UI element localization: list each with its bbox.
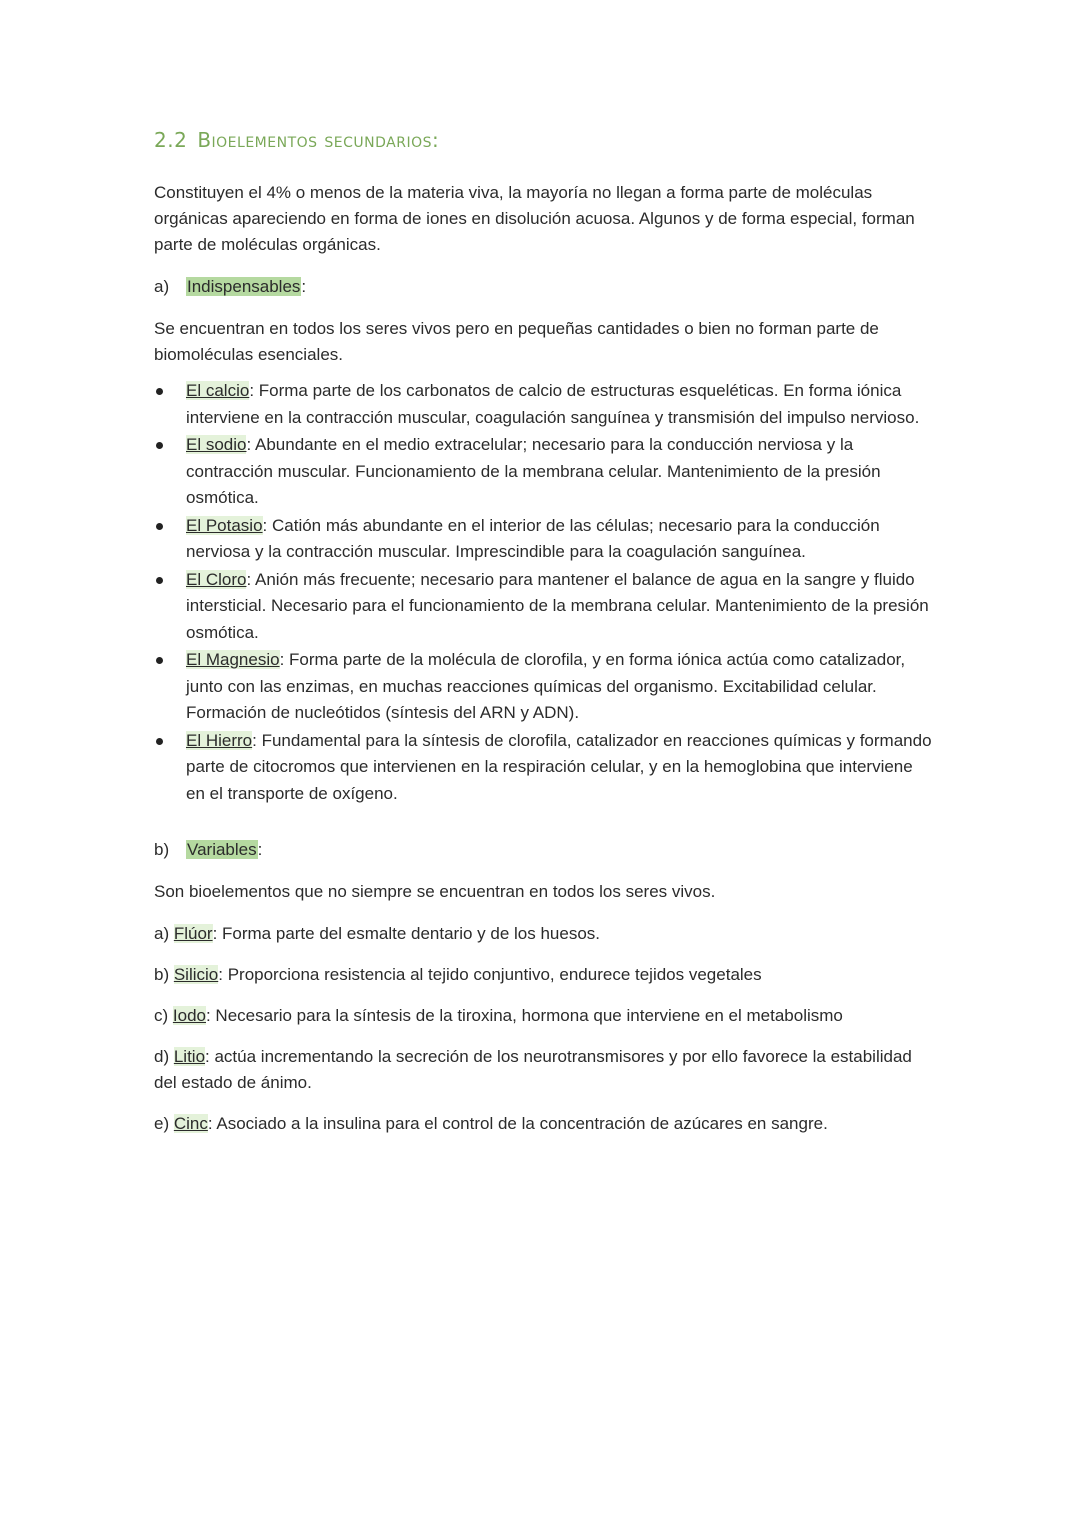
- variable-item-silicio: b) Silicio: Proporciona resistencia al tejido conjuntivo, endurece tejidos vegetales: [154, 965, 762, 984]
- list-item: El Magnesio: Forma parte de la molécula de clorofila, y en forma iónica actúa como catalizador, junto con las enzimas, en muchas reacciones químicas del organismo. Excitabilidad celular. Formación de nucleótidos (síntesis del ARN y ADN).: [154, 647, 934, 727]
- section-a-label: a) Indispensables:: [154, 274, 934, 300]
- bullet-icon: [156, 657, 163, 664]
- bullet-icon: [156, 388, 163, 395]
- section-b-label: b) Variables:: [154, 837, 934, 863]
- variable-item-fluor: a) Flúor: Forma parte del esmalte dentario y de los huesos.: [154, 924, 601, 943]
- term-potasio: El Potasio: [186, 515, 263, 535]
- term-cinc: Cinc: [173, 1114, 208, 1133]
- term-fluor: Flúor: [173, 924, 213, 943]
- heading-number: 2.2: [154, 128, 188, 152]
- term-silicio: Silicio: [173, 965, 219, 984]
- section-heading: [154, 128, 934, 152]
- section-a-letter: a): [154, 277, 170, 296]
- bullet-icon: [156, 738, 163, 745]
- section-b-letter: b): [154, 840, 170, 859]
- list-item: El calcio: Forma parte de los carbonatos de calcio de estructuras esqueléticas. En forma iónica interviene en la contracción muscular, coagulación sanguínea y transmisión del impulso nervioso.: [154, 378, 934, 431]
- indispensables-list: [154, 378, 934, 807]
- section-a-title: Indispensables: [187, 277, 301, 296]
- term-sodio: El sodio: [186, 435, 247, 454]
- page-content: [154, 128, 934, 1152]
- section-b-title: Variables: [187, 840, 257, 859]
- variable-item-iodo: c) Iodo: Necesario para la síntesis de la tiroxina, hormona que interviene en el metabolismo: [154, 1006, 843, 1025]
- heading-title: Bioelementos secundarios:: [197, 128, 440, 152]
- list-item: El Cloro: Anión más frecuente; necesario para mantener el balance de agua en la sangre y fluido intersticial. Necesario para el funcionamiento de la membrana celular. Mantenimiento de la presión osmótica.: [154, 567, 934, 647]
- intro-paragraph: Constituyen el 4% o menos de la materia viva, la mayoría no llegan a forma parte de moléculas orgánicas apareciendo en forma de iones en disolución acuosa. Algunos y de forma especial, forman parte de moléculas orgánicas.: [154, 183, 915, 254]
- bullet-icon: [156, 442, 163, 449]
- term-cloro: El Cloro: [186, 569, 247, 589]
- variable-item-cinc: e) Cinc: Asociado a la insulina para el control de la concentración de azúcares en sangre.: [154, 1114, 828, 1133]
- term-magnesio: El Magnesio: [186, 650, 280, 669]
- variable-item-litio: d) Litio: actúa incrementando la secreción de los neurotransmisores y por ello favorece la estabilidad del estado de ánimo.: [154, 1047, 912, 1092]
- term-litio: Litio: [173, 1047, 206, 1066]
- term-iodo: Iodo: [172, 1006, 206, 1025]
- section-a-description: Se encuentran en todos los seres vivos pero en pequeñas cantidades o bien no forman parte de biomoléculas esenciales.: [154, 319, 879, 364]
- term-hierro: El Hierro: [186, 730, 253, 750]
- term-calcio: El calcio: [186, 381, 250, 400]
- bullet-icon: [156, 523, 163, 530]
- list-item: El Hierro: Fundamental para la síntesis de clorofila, catalizador en reacciones químicas y formando parte de citocromos que intervienen en la respiración celular, y en la hemoglobina que interviene en el transporte de oxígeno.: [154, 728, 934, 808]
- section-b-description: Son bioelementos que no siempre se encuentran en todos los seres vivos.: [154, 882, 716, 901]
- list-item: El sodio: Abundante en el medio extracelular; necesario para la conducción nerviosa y la contracción muscular. Funcionamiento de la membrana celular. Mantenimiento de la presión osmótica.: [154, 432, 934, 512]
- bullet-icon: [156, 577, 163, 584]
- list-item: El Potasio: Catión más abundante en el interior de las células; necesario para la conducción nerviosa y la contracción muscular. Imprescindible para la coagulación sanguínea.: [154, 513, 934, 566]
